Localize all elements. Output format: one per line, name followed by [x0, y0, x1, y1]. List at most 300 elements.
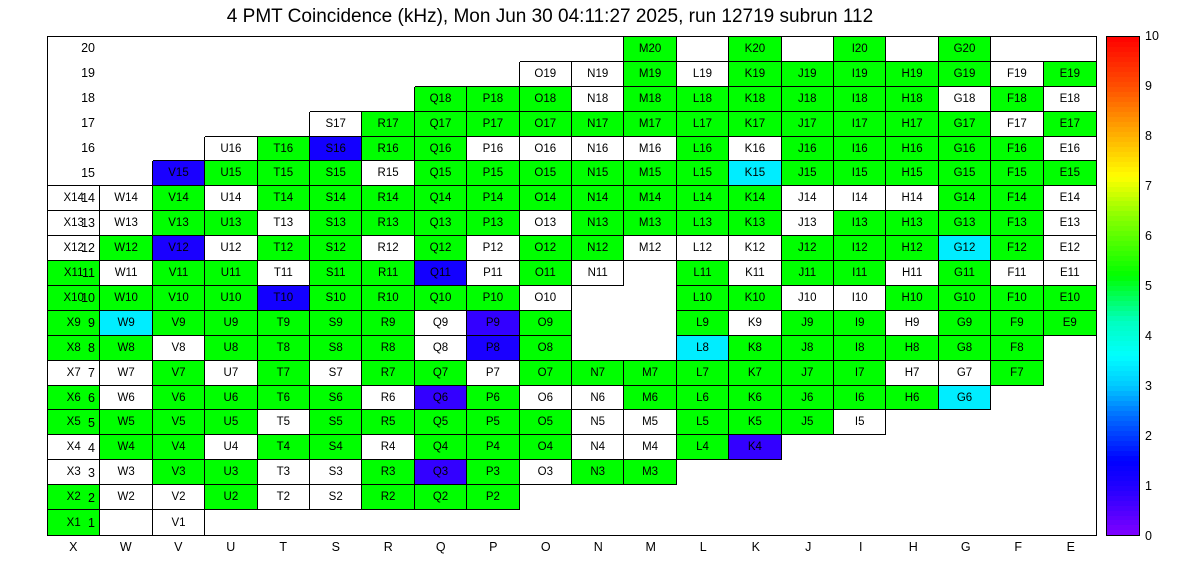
heatmap-cell: F14 — [991, 186, 1043, 211]
heatmap-cell-empty — [1044, 386, 1096, 411]
heatmap-cell: H11 — [886, 261, 938, 286]
heatmap-cell: J8 — [782, 336, 834, 361]
heatmap-cell: Q2 — [415, 485, 467, 510]
heatmap-cell-empty — [362, 37, 414, 62]
x-axis-tick-label: F — [1014, 540, 1023, 554]
heatmap-cell: W11 — [100, 261, 152, 286]
heatmap-cell: N3 — [572, 460, 624, 485]
heatmap-cell: F7 — [991, 361, 1043, 386]
heatmap-cell: P4 — [467, 435, 519, 460]
heatmap-cell: R10 — [362, 286, 414, 311]
heatmap-cell: O3 — [520, 460, 572, 485]
heatmap-cell: T14 — [258, 186, 310, 211]
heatmap-cell: L13 — [677, 211, 729, 236]
heatmap-cell-empty — [310, 37, 362, 62]
colorbar-tick-label: 2 — [1145, 429, 1152, 443]
heatmap-cell: S7 — [310, 361, 362, 386]
x-axis-tick-label: R — [383, 540, 393, 554]
heatmap-cell: V5 — [153, 410, 205, 435]
heatmap-cell-empty — [886, 435, 938, 460]
heatmap-cell: G13 — [939, 211, 991, 236]
heatmap-cell: N17 — [572, 112, 624, 137]
heatmap-cell: F10 — [991, 286, 1043, 311]
heatmap-cell-empty — [258, 62, 310, 87]
heatmap-cell: K13 — [729, 211, 781, 236]
x-axis-tick-label: I — [859, 540, 863, 554]
heatmap-cell: U10 — [205, 286, 257, 311]
heatmap-cell: M17 — [624, 112, 676, 137]
heatmap-cell: K14 — [729, 186, 781, 211]
heatmap-cell-empty — [624, 286, 676, 311]
heatmap-cell: Q7 — [415, 361, 467, 386]
heatmap-cell: H9 — [886, 311, 938, 336]
heatmap-cell: K20 — [729, 37, 781, 62]
heatmap-cell: G17 — [939, 112, 991, 137]
y-axis-tick-label: 9 — [88, 315, 95, 330]
chart-title: 4 PMT Coincidence (kHz), Mon Jun 30 04:11:27 2025, run 12719 subrun 112 — [226, 6, 874, 27]
heatmap-cell: L10 — [677, 286, 729, 311]
heatmap-cell-empty — [991, 485, 1043, 510]
heatmap-cell: L18 — [677, 87, 729, 112]
heatmap-cell: V4 — [153, 435, 205, 460]
heatmap-cell: P13 — [467, 211, 519, 236]
heatmap-cell: T15 — [258, 161, 310, 186]
heatmap-cell: G12 — [939, 236, 991, 261]
heatmap-cell: O15 — [520, 161, 572, 186]
heatmap-cell: W4 — [100, 435, 152, 460]
colorbar-tick-label: 10 — [1145, 29, 1159, 43]
heatmap-cell: P17 — [467, 112, 519, 137]
heatmap-cell: R17 — [362, 112, 414, 137]
heatmap-cell: V14 — [153, 186, 205, 211]
heatmap-cell-empty — [886, 410, 938, 435]
heatmap-cell: S17 — [310, 112, 362, 137]
heatmap-cell: I7 — [834, 361, 886, 386]
heatmap-cell: G7 — [939, 361, 991, 386]
heatmap-cell: H19 — [886, 62, 938, 87]
heatmap-cell-empty — [991, 37, 1043, 62]
heatmap-cell: N6 — [572, 386, 624, 411]
heatmap-cell: K15 — [729, 161, 781, 186]
heatmap-cell: I6 — [834, 386, 886, 411]
heatmap-cell-empty — [310, 62, 362, 87]
heatmap-cell: T9 — [258, 311, 310, 336]
heatmap-cell: N7 — [572, 361, 624, 386]
heatmap-cell-empty — [1044, 336, 1096, 361]
heatmap-cell: E15 — [1044, 161, 1096, 186]
y-axis-tick-label: 8 — [88, 340, 95, 355]
colorbar-tick-label: 9 — [1145, 79, 1152, 93]
heatmap-cell: P11 — [467, 261, 519, 286]
heatmap-cell: G9 — [939, 311, 991, 336]
heatmap-cell: M3 — [624, 460, 676, 485]
heatmap-cell: J15 — [782, 161, 834, 186]
heatmap-cell: L17 — [677, 112, 729, 137]
heatmap-cell: E10 — [1044, 286, 1096, 311]
heatmap-cell: H17 — [886, 112, 938, 137]
heatmap-grid — [47, 36, 1097, 536]
heatmap-cell: S4 — [310, 435, 362, 460]
heatmap-cell-empty — [991, 386, 1043, 411]
heatmap-cell: M20 — [624, 37, 676, 62]
heatmap-cell-empty — [520, 37, 572, 62]
x-axis-tick-label: V — [174, 540, 183, 554]
heatmap-cell: T16 — [258, 137, 310, 162]
heatmap-cell: L8 — [677, 336, 729, 361]
heatmap-cell: S5 — [310, 410, 362, 435]
heatmap-cell: N13 — [572, 211, 624, 236]
heatmap-cell: H12 — [886, 236, 938, 261]
heatmap-cell: J14 — [782, 186, 834, 211]
heatmap-cell: Q12 — [415, 236, 467, 261]
heatmap-cell: K8 — [729, 336, 781, 361]
heatmap-cell: Q14 — [415, 186, 467, 211]
heatmap-cell-empty — [729, 460, 781, 485]
heatmap-cell: S8 — [310, 336, 362, 361]
heatmap-cell-empty — [782, 37, 834, 62]
heatmap-cell: P8 — [467, 336, 519, 361]
heatmap-cell: T10 — [258, 286, 310, 311]
y-axis-tick-label: 13 — [81, 215, 95, 230]
heatmap-cell-empty — [729, 485, 781, 510]
heatmap-cell: U4 — [205, 435, 257, 460]
heatmap-cell: J13 — [782, 211, 834, 236]
heatmap-cell-empty — [205, 62, 257, 87]
heatmap-cell: S3 — [310, 460, 362, 485]
heatmap-cell-empty — [467, 62, 519, 87]
heatmap-cell: U11 — [205, 261, 257, 286]
y-axis-tick-label: 15 — [81, 165, 95, 180]
heatmap-cell: S6 — [310, 386, 362, 411]
heatmap-cell-empty — [782, 460, 834, 485]
heatmap-cell: N18 — [572, 87, 624, 112]
x-axis-tick-label: T — [279, 540, 288, 554]
y-axis-tick-label: 17 — [81, 115, 95, 130]
heatmap-cell: F13 — [991, 211, 1043, 236]
heatmap-cell: G16 — [939, 137, 991, 162]
heatmap-cell: O16 — [520, 137, 572, 162]
heatmap-cell: G14 — [939, 186, 991, 211]
heatmap-cell-empty — [939, 460, 991, 485]
heatmap-cell: O7 — [520, 361, 572, 386]
heatmap-cell: G6 — [939, 386, 991, 411]
heatmap-cell: W10 — [100, 286, 152, 311]
heatmap-cell: L5 — [677, 410, 729, 435]
x-axis-tick-label: J — [805, 540, 812, 554]
heatmap-cell: X3 — [48, 460, 100, 485]
heatmap-cell: M12 — [624, 236, 676, 261]
heatmap-cell: X12 — [48, 236, 100, 261]
heatmap-cell: F12 — [991, 236, 1043, 261]
heatmap-cell: F8 — [991, 336, 1043, 361]
heatmap-cell: X11 — [48, 261, 100, 286]
heatmap-cell-empty — [100, 137, 152, 162]
heatmap-cell-empty — [834, 435, 886, 460]
heatmap-cell-empty — [729, 510, 781, 535]
heatmap-cell-empty — [572, 336, 624, 361]
heatmap-cell: N5 — [572, 410, 624, 435]
heatmap-cell: W6 — [100, 386, 152, 411]
heatmap-cell: R16 — [362, 137, 414, 162]
heatmap-cell: K17 — [729, 112, 781, 137]
heatmap-cell: R15 — [362, 161, 414, 186]
heatmap-cell: M6 — [624, 386, 676, 411]
heatmap-cell: T4 — [258, 435, 310, 460]
heatmap-cell-empty — [258, 112, 310, 137]
heatmap-cell: Q6 — [415, 386, 467, 411]
heatmap-cell: I20 — [834, 37, 886, 62]
heatmap-cell: R4 — [362, 435, 414, 460]
heatmap-cell: L12 — [677, 236, 729, 261]
heatmap-cell: J18 — [782, 87, 834, 112]
heatmap-cell: L19 — [677, 62, 729, 87]
heatmap-cell: O10 — [520, 286, 572, 311]
heatmap-cell: I11 — [834, 261, 886, 286]
heatmap-cell: V8 — [153, 336, 205, 361]
heatmap-cell: N12 — [572, 236, 624, 261]
heatmap-cell-empty — [362, 62, 414, 87]
heatmap-cell: L11 — [677, 261, 729, 286]
heatmap-cell: P7 — [467, 361, 519, 386]
heatmap-cell: W12 — [100, 236, 152, 261]
y-axis-tick-label: 14 — [81, 190, 95, 205]
heatmap-cell: L16 — [677, 137, 729, 162]
heatmap-cell: R5 — [362, 410, 414, 435]
colorbar-tick-label: 1 — [1145, 479, 1152, 493]
heatmap-cell-empty — [100, 87, 152, 112]
heatmap-cell: R2 — [362, 485, 414, 510]
heatmap-cell: N4 — [572, 435, 624, 460]
heatmap-cell: K11 — [729, 261, 781, 286]
heatmap-cell-empty — [310, 510, 362, 535]
heatmap-cell-empty — [1044, 410, 1096, 435]
heatmap-cell: S10 — [310, 286, 362, 311]
heatmap-cell: Q10 — [415, 286, 467, 311]
x-axis-tick-label: N — [593, 540, 603, 554]
heatmap-cell-empty — [677, 37, 729, 62]
heatmap-cell: P15 — [467, 161, 519, 186]
heatmap-cell: G18 — [939, 87, 991, 112]
x-axis-tick-label: O — [540, 540, 551, 554]
heatmap-cell: V12 — [153, 236, 205, 261]
x-axis-tick-label: X — [69, 540, 78, 554]
heatmap-cell-empty — [1044, 510, 1096, 535]
heatmap-cell: W3 — [100, 460, 152, 485]
heatmap-cell: V6 — [153, 386, 205, 411]
y-axis-tick-label: 6 — [88, 390, 95, 405]
heatmap-cell: L14 — [677, 186, 729, 211]
heatmap-cell: H10 — [886, 286, 938, 311]
heatmap-cell: K19 — [729, 62, 781, 87]
heatmap-cell-empty — [991, 435, 1043, 460]
heatmap-cell: S15 — [310, 161, 362, 186]
heatmap-cell-empty — [624, 336, 676, 361]
heatmap-cell: T11 — [258, 261, 310, 286]
colorbar-tick-label: 5 — [1145, 279, 1152, 293]
heatmap-cell: U16 — [205, 137, 257, 162]
heatmap-cell-empty — [572, 37, 624, 62]
heatmap-cell-empty — [100, 37, 152, 62]
heatmap-cell: R12 — [362, 236, 414, 261]
heatmap-cell-empty — [782, 435, 834, 460]
heatmap-cell: X6 — [48, 386, 100, 411]
heatmap-cell-empty — [624, 311, 676, 336]
heatmap-cell: X8 — [48, 336, 100, 361]
heatmap-cell: W2 — [100, 485, 152, 510]
colorbar-tick-label: 7 — [1145, 179, 1152, 193]
heatmap-cell: W14 — [100, 186, 152, 211]
heatmap-cell: O11 — [520, 261, 572, 286]
heatmap-cell: Q3 — [415, 460, 467, 485]
heatmap-cell: T6 — [258, 386, 310, 411]
heatmap-cell: R3 — [362, 460, 414, 485]
heatmap-cell: O6 — [520, 386, 572, 411]
x-axis-tick-label: E — [1066, 540, 1075, 554]
heatmap-cell: H7 — [886, 361, 938, 386]
heatmap-cell: X4 — [48, 435, 100, 460]
heatmap-cell: Q8 — [415, 336, 467, 361]
heatmap-cell: U9 — [205, 311, 257, 336]
y-axis-tick-label: 2 — [88, 490, 95, 505]
heatmap-cell-empty — [624, 485, 676, 510]
heatmap-cell: L7 — [677, 361, 729, 386]
heatmap-cell: G15 — [939, 161, 991, 186]
heatmap-cell: R13 — [362, 211, 414, 236]
heatmap-cell: U3 — [205, 460, 257, 485]
heatmap-cell: I13 — [834, 211, 886, 236]
heatmap-cell: T3 — [258, 460, 310, 485]
heatmap-cell: Q9 — [415, 311, 467, 336]
heatmap-cell: G20 — [939, 37, 991, 62]
heatmap-cell: P18 — [467, 87, 519, 112]
heatmap-cell-empty — [520, 510, 572, 535]
heatmap-cell: I15 — [834, 161, 886, 186]
heatmap-cell: M14 — [624, 186, 676, 211]
heatmap-cell: W5 — [100, 410, 152, 435]
heatmap-cell: X13 — [48, 211, 100, 236]
heatmap-cell: R6 — [362, 386, 414, 411]
heatmap-cell: E18 — [1044, 87, 1096, 112]
colorbar-tick-label: 0 — [1145, 529, 1152, 543]
heatmap-cell-empty — [991, 460, 1043, 485]
heatmap-cell-empty — [415, 510, 467, 535]
heatmap-cell-empty — [205, 87, 257, 112]
heatmap-cell: F15 — [991, 161, 1043, 186]
heatmap-cell-empty — [153, 62, 205, 87]
heatmap-cell: P6 — [467, 386, 519, 411]
heatmap-cell: F17 — [991, 112, 1043, 137]
heatmap-cell-empty — [205, 510, 257, 535]
heatmap-cell-empty — [624, 261, 676, 286]
heatmap-cell: I18 — [834, 87, 886, 112]
heatmap-cell-empty — [362, 87, 414, 112]
heatmap-cell: H15 — [886, 161, 938, 186]
heatmap-cell-empty — [100, 510, 152, 535]
heatmap-cell: U7 — [205, 361, 257, 386]
heatmap-cell: U13 — [205, 211, 257, 236]
heatmap-cell: H16 — [886, 137, 938, 162]
heatmap-cell: G19 — [939, 62, 991, 87]
heatmap-cell: R8 — [362, 336, 414, 361]
y-axis-tick-label: 18 — [81, 90, 95, 105]
heatmap-cell: H6 — [886, 386, 938, 411]
heatmap-cell: J5 — [782, 410, 834, 435]
heatmap-cell: K5 — [729, 410, 781, 435]
heatmap-cell: V2 — [153, 485, 205, 510]
y-axis-tick-label: 11 — [82, 265, 95, 280]
x-axis-tick-label: Q — [435, 540, 446, 554]
heatmap-cell: F19 — [991, 62, 1043, 87]
heatmap-cell: P9 — [467, 311, 519, 336]
heatmap-cell: G11 — [939, 261, 991, 286]
heatmap-cell: J7 — [782, 361, 834, 386]
heatmap-cell: O14 — [520, 186, 572, 211]
heatmap-cell: G10 — [939, 286, 991, 311]
x-axis-tick-label: P — [489, 540, 498, 554]
heatmap-cell: V9 — [153, 311, 205, 336]
heatmap-cell-empty — [153, 37, 205, 62]
heatmap-cell: E19 — [1044, 62, 1096, 87]
heatmap-cell: T8 — [258, 336, 310, 361]
heatmap-cell: I8 — [834, 336, 886, 361]
heatmap-cell-empty — [572, 311, 624, 336]
heatmap-cell-empty — [1044, 435, 1096, 460]
heatmap-cell: V15 — [153, 161, 205, 186]
heatmap-cell: H8 — [886, 336, 938, 361]
heatmap-cell: M13 — [624, 211, 676, 236]
heatmap-cell: Q15 — [415, 161, 467, 186]
heatmap-cell: K12 — [729, 236, 781, 261]
heatmap-cell: Q5 — [415, 410, 467, 435]
heatmap-cell: J10 — [782, 286, 834, 311]
heatmap-cell-empty — [782, 485, 834, 510]
heatmap-cell: W7 — [100, 361, 152, 386]
heatmap-cell: U6 — [205, 386, 257, 411]
heatmap-cell: I14 — [834, 186, 886, 211]
heatmap-cell: O5 — [520, 410, 572, 435]
heatmap-cell-empty — [834, 510, 886, 535]
y-axis-tick-label: 1 — [88, 515, 95, 530]
heatmap-cell-empty — [886, 485, 938, 510]
colorbar-tick-label: 8 — [1145, 129, 1152, 143]
heatmap-cell: F11 — [991, 261, 1043, 286]
heatmap-cell: X1 — [48, 510, 100, 535]
heatmap-cell: Q17 — [415, 112, 467, 137]
heatmap-cell-empty — [100, 161, 152, 186]
heatmap-cell: J16 — [782, 137, 834, 162]
heatmap-cell: S14 — [310, 186, 362, 211]
heatmap-cell-empty — [362, 510, 414, 535]
heatmap-cell: J19 — [782, 62, 834, 87]
heatmap-cell: U2 — [205, 485, 257, 510]
heatmap-cell: V3 — [153, 460, 205, 485]
heatmap-cell: N15 — [572, 161, 624, 186]
heatmap-cell: K16 — [729, 137, 781, 162]
heatmap-cell-empty — [205, 112, 257, 137]
heatmap-cell: I10 — [834, 286, 886, 311]
heatmap-cell: F18 — [991, 87, 1043, 112]
heatmap-cell: T13 — [258, 211, 310, 236]
heatmap-cell: O18 — [520, 87, 572, 112]
heatmap-cell-empty — [572, 510, 624, 535]
heatmap-cell: K18 — [729, 87, 781, 112]
heatmap-cell: N11 — [572, 261, 624, 286]
heatmap-cell: P3 — [467, 460, 519, 485]
heatmap-cell: L6 — [677, 386, 729, 411]
x-axis-tick-label: G — [960, 540, 971, 554]
heatmap-cell-empty — [572, 485, 624, 510]
colorbar-tick-label: 3 — [1145, 379, 1152, 393]
